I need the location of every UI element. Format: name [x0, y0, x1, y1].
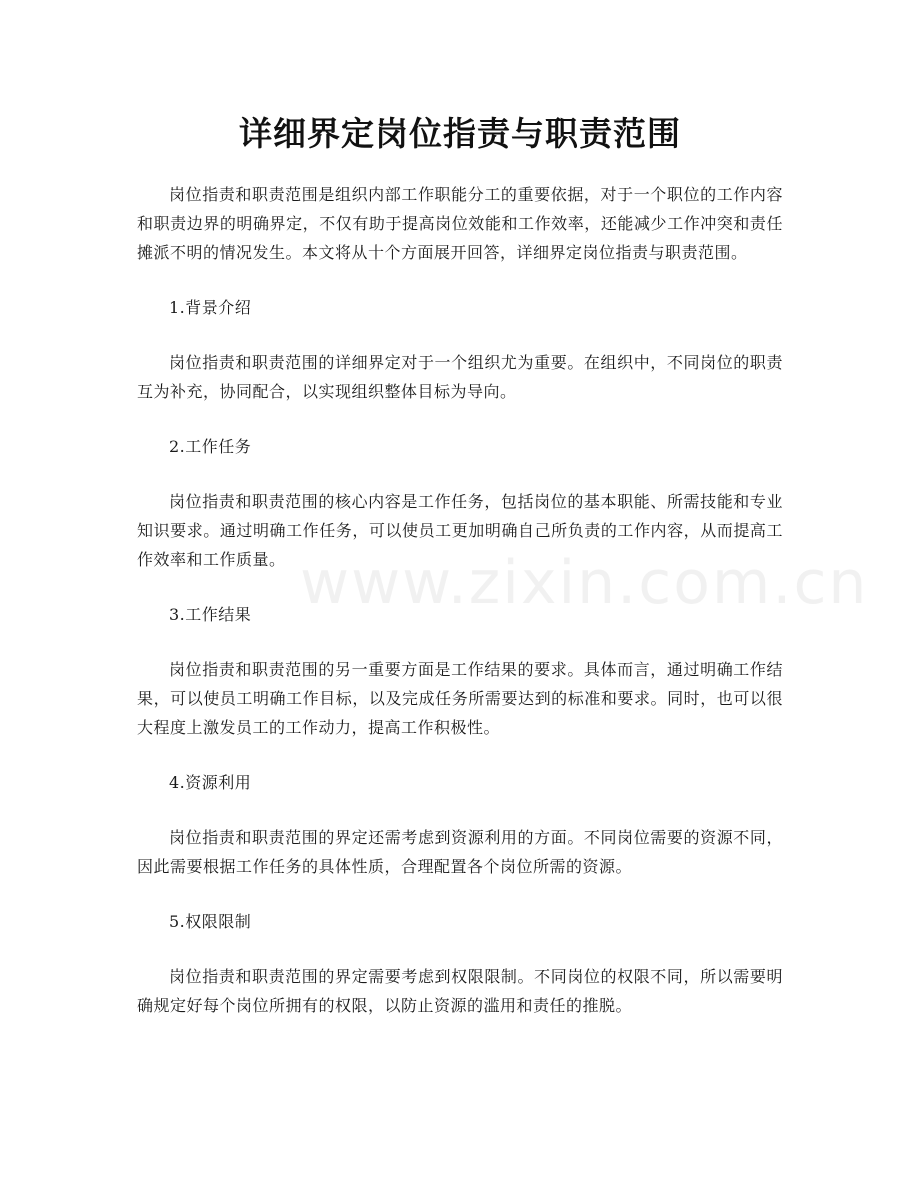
section-body-permissions: 岗位指责和职责范围的界定需要考虑到权限限制。不同岗位的权限不同，所以需要明确规定好每个岗位所拥有的权限，以防止资源的滥用和责任的推脱。 — [137, 967, 783, 1015]
section-heading-permissions: 5.权限限制 — [169, 912, 252, 931]
section-heading-background: 1.背景介绍 — [169, 298, 252, 317]
document-title: 详细界定岗位指责与职责范围 — [239, 114, 681, 153]
document-body — [137, 180, 783, 1046]
watermark: www.zixin.com.cn — [300, 548, 869, 618]
section-body-resources: 岗位指责和职责范围的界定还需考虑到资源利用的方面。不同岗位需要的资源不同，因此需要根据工作任务的具体性质，合理配置各个岗位所需的资源。 — [137, 828, 783, 876]
section-heading-results: 3.工作结果 — [169, 605, 252, 624]
section-heading-tasks: 2.工作任务 — [169, 437, 252, 456]
section-body-tasks: 岗位指责和职责范围的核心内容是工作任务，包括岗位的基本职能、所需技能和专业知识要求。通过明确工作任务，可以使员工更加明确自己所负责的工作内容，从而提高工作效率和工作质量。 — [137, 492, 783, 569]
section-body-results: 岗位指责和职责范围的另一重要方面是工作结果的要求。具体而言，通过明确工作结果，可以使员工明确工作目标，以及完成任务所需要达到的标准和要求。同时，也可以很大程度上激发员工的工作动力，提高工作积极性。 — [137, 660, 783, 737]
intro-paragraph: 岗位指责和职责范围是组织内部工作职能分工的重要依据，对于一个职位的工作内容和职责边界的明确界定，不仅有助于提高岗位效能和工作效率，还能减少工作冲突和责任摊派不明的情况发生。本文将从十个方面展开回答，详细界定岗位指责与职责范围。 — [137, 185, 783, 262]
section-body-background: 岗位指责和职责范围的详细界定对于一个组织尤为重要。在组织中，不同岗位的职责互为补充，协同配合，以实现组织整体目标为导向。 — [137, 353, 783, 401]
section-heading-resources: 4.资源利用 — [169, 773, 252, 792]
